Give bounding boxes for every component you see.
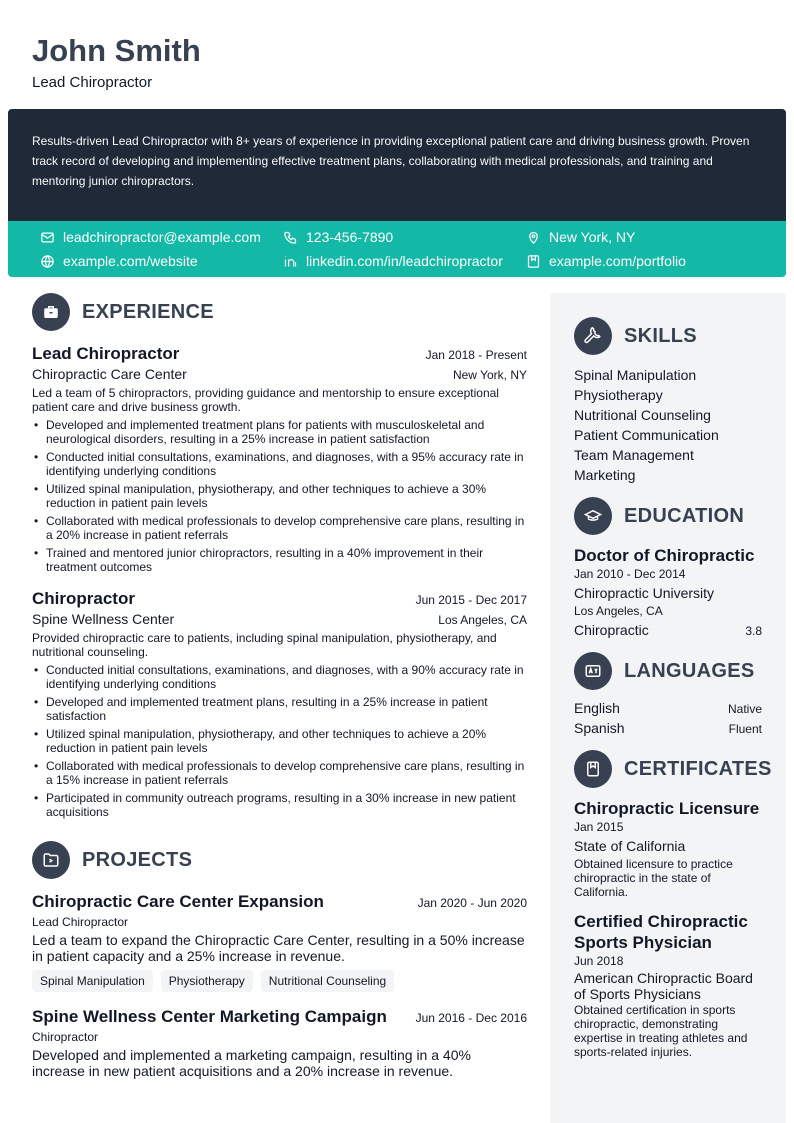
skills-list	[574, 365, 762, 485]
job-description: Led a team of 5 chiropractors, providing guidance and mentorship to ensure exceptional patient care and drive business growth.	[32, 386, 499, 414]
job-title: Chiropractor	[32, 589, 135, 608]
language-item	[574, 718, 762, 738]
location-text: New York, NY	[549, 229, 636, 245]
degree: Doctor of Chiropractic	[574, 546, 755, 565]
project-tag: Physiotherapy	[161, 970, 253, 992]
project-tag: Spinal Manipulation	[32, 970, 153, 992]
project-description: Led a team to expand the Chiropractic Care Center, resulting in a 50% increase in patient capacity and a 25% increase in revenue.	[32, 932, 525, 964]
folder-icon	[32, 841, 70, 879]
job-bullet: • Collaborated with medical professionals to develop comprehensive care plans, resulting in a 15% increase in patient referrals	[32, 759, 527, 787]
briefcase-icon	[32, 293, 70, 331]
linkedin-icon	[283, 254, 298, 269]
experience-item	[32, 588, 527, 819]
portfolio-text: example.com/portfolio	[549, 253, 686, 269]
languages-title: LANGUAGES	[624, 659, 755, 682]
job-bullet: • Collaborated with medical professionals to develop comprehensive care plans, resulting in a 20% increase in patient referrals	[32, 514, 527, 542]
experience-title: EXPERIENCE	[82, 300, 214, 323]
map-pin-icon	[526, 230, 541, 245]
contact-phone[interactable]	[283, 227, 393, 247]
school-location: Los Angeles, CA	[574, 604, 663, 618]
skills-title: SKILLS	[624, 324, 697, 347]
field-row	[574, 620, 762, 640]
language-level: Native	[727, 702, 762, 716]
projects-heading	[32, 841, 527, 879]
project-item	[32, 1006, 527, 1079]
gpa: 3.8	[745, 624, 762, 638]
job-bullet: • Utilized spinal manipulation, physiotherapy, and other techniques to achieve a 30% reduction in patient pain levels	[32, 482, 527, 510]
summary: Results-driven Lead Chiropractor with 8+ years of experience in providing exceptional patient care and driving business growth. Proven track record of developing and implementing effective treatment plans, collaborating with medical professionals, and training and mentoring junior chiropractors.	[8, 109, 786, 221]
job-description: Provided chiropractic care to patients, including spinal manipulation, physiotherapy, and nutritional counseling.	[32, 631, 497, 659]
job-bullet: • Utilized spinal manipulation, physiotherapy, and other techniques to achieve a 20% reduction in patient pain levels	[32, 727, 527, 755]
job-bullets	[32, 663, 527, 819]
job-company: Spine Wellness Center	[32, 611, 175, 627]
job-title: Lead Chiropractor	[32, 344, 180, 363]
certificates-title: CERTIFICATES	[624, 757, 772, 780]
certificate-title: Chiropractic Licensure	[574, 799, 760, 818]
skill-item: Marketing	[574, 467, 636, 483]
language-name: English	[574, 700, 620, 716]
candidate-role: Lead Chiropractor	[32, 74, 153, 91]
wrench-icon	[574, 317, 612, 355]
projects-title: PROJECTS	[82, 848, 193, 871]
skill-item: Team Management	[574, 447, 694, 463]
education-heading	[574, 497, 762, 535]
skill-item: Spinal Manipulation	[574, 367, 697, 383]
translate-icon	[574, 652, 612, 690]
book-icon	[574, 750, 612, 788]
job-bullet: • Participated in community outreach programs, resulting in a 30% increase in new patient acquisitions	[32, 791, 527, 819]
graduation-cap-icon	[574, 497, 612, 535]
certificates-heading	[574, 750, 772, 788]
project-title: Spine Wellness Center Marketing Campaign	[32, 1007, 387, 1026]
certificate-date: Jun 2018	[574, 954, 624, 968]
education-title: EDUCATION	[624, 504, 745, 527]
job-bullets	[32, 418, 527, 574]
language-name: Spanish	[574, 720, 625, 736]
job-company: Chiropractic Care Center	[32, 366, 187, 382]
project-title: Chiropractic Care Center Expansion	[32, 892, 324, 911]
job-location: New York, NY	[452, 368, 527, 382]
contact-email[interactable]	[40, 227, 261, 247]
languages-list	[574, 698, 762, 738]
skills-heading	[574, 317, 762, 355]
contact-location	[526, 227, 635, 247]
phone-icon	[283, 230, 298, 245]
language-item	[574, 698, 762, 718]
project-item	[32, 891, 527, 992]
project-role: Chiropractor	[32, 1030, 99, 1044]
language-level: Fluent	[728, 722, 762, 736]
job-bullet: • Developed and implemented treatment plans for patients with musculoskeletal and neurological disorders, resulting in a 25% increase in patient satisfaction	[32, 418, 527, 446]
sidebar	[550, 293, 786, 1123]
project-role: Lead Chiropractor	[32, 915, 129, 929]
certificate-issuer: American Chiropractic Board of Sports Physicians	[574, 970, 753, 1002]
resume-header	[32, 32, 201, 92]
languages-heading	[574, 652, 762, 690]
main-column	[32, 293, 527, 1079]
mail-icon	[40, 230, 55, 245]
project-description: Developed and implemented a marketing campaign, resulting in a 40% increase in new patient acquisitions and a 20% increase in revenue.	[32, 1047, 471, 1079]
job-bullet: • Trained and mentored junior chiropractors, resulting in a 40% improvement in their treatment outcomes	[32, 546, 527, 574]
contact-website[interactable]	[40, 251, 198, 271]
job-bullet: • Conducted initial consultations, examinations, and diagnoses, with a 90% accuracy rate in identifying underlying conditions	[32, 663, 527, 691]
phone-text: 123-456-7890	[306, 229, 394, 245]
skill-item: Nutritional Counseling	[574, 407, 711, 423]
contact-bar	[8, 221, 786, 277]
website-text: example.com/website	[63, 253, 198, 269]
project-tag: Nutritional Counseling	[261, 970, 394, 992]
job-bullet: • Developed and implemented treatment plans, resulting in a 25% increase in patient satisfaction	[32, 695, 527, 723]
field-of-study: Chiropractic	[574, 622, 649, 638]
bookmark-icon	[526, 254, 541, 269]
project-dates: Jun 2016 - Dec 2016	[415, 1011, 527, 1025]
experience-heading	[32, 293, 527, 331]
email-text: leadchiropractor@example.com	[63, 229, 261, 245]
project-dates: Jan 2020 - Jun 2020	[417, 896, 527, 910]
job-location: Los Angeles, CA	[438, 613, 527, 627]
globe-icon	[40, 254, 55, 269]
job-dates: Jun 2015 - Dec 2017	[415, 593, 527, 607]
experience-item	[32, 343, 527, 574]
certificate-description: Obtained certification in sports chiropractic, demonstrating expertise in treating athletes and sports-related injuries.	[574, 1003, 748, 1059]
contact-portfolio[interactable]	[526, 251, 686, 271]
skill-item: Patient Communication	[574, 427, 719, 443]
project-tags	[32, 970, 527, 992]
candidate-name: John Smith	[32, 33, 201, 68]
certificate-date: Jan 2015	[574, 820, 624, 834]
linkedin-text: linkedin.com/in/leadchiropractor	[306, 253, 503, 269]
education-dates: Jan 2010 - Dec 2014	[574, 567, 686, 581]
certificate-title: Certified Chiropractic Sports Physician	[574, 912, 748, 952]
contact-linkedin[interactable]	[283, 251, 503, 271]
school: Chiropractic University	[574, 585, 715, 601]
skill-item: Physiotherapy	[574, 387, 663, 403]
job-dates: Jan 2018 - Present	[425, 348, 527, 362]
job-bullet: • Conducted initial consultations, examinations, and diagnoses, with a 95% accuracy rate in identifying underlying conditions	[32, 450, 527, 478]
certificate-issuer: State of California	[574, 838, 686, 854]
certificate-description: Obtained licensure to practice chiropractic in the state of California.	[574, 857, 733, 899]
